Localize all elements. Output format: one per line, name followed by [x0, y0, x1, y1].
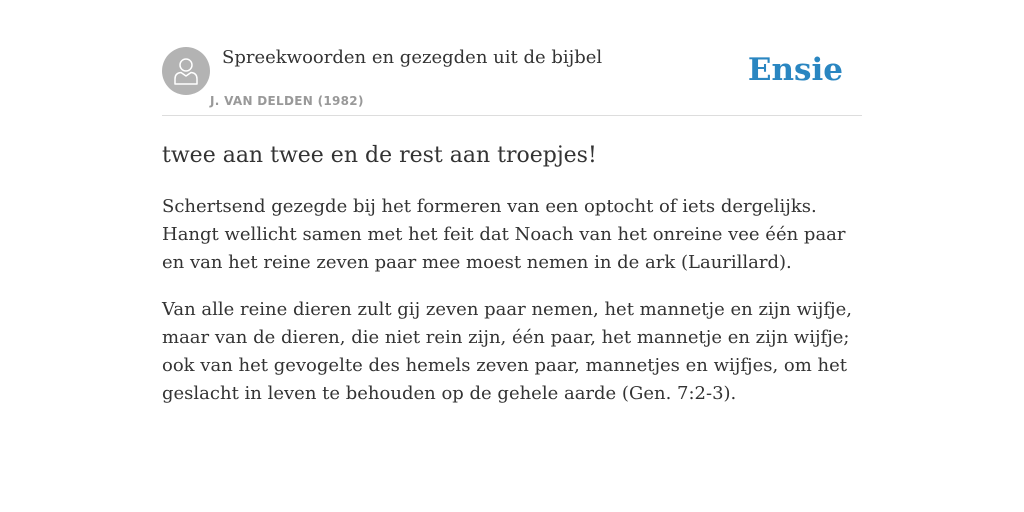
- author-avatar[interactable]: [162, 47, 210, 95]
- entry-card: [162, 0, 862, 408]
- entry-quote-paragraph: Van alle reine dieren zult gij zeven paar nemen, het mannetje en zijn wijfje, maar van de dieren, die niet rein zijn, één paar, het mannetje en zijn wijfje; ook van het gevogelte des hemels zeven paar, mannetjes en wijfjes, om het geslacht in leven te behouden op de gehele aarde (Gen. 7:2-3).: [162, 299, 852, 404]
- user-icon: [172, 56, 200, 86]
- entry-header: [162, 0, 862, 116]
- entry-paragraph: Schertsend gezegde bij het formeren van een optocht of iets dergelijks. Hangt wellicht samen met het feit dat Noach van het onreine vee één paar en van het reine zeven paar mee moest nemen in de ark (Laurillard).: [162, 196, 846, 273]
- book-title-link[interactable]: Spreekwoorden en gezegden uit de bijbel: [222, 47, 603, 68]
- ensie-logo[interactable]: Ensie: [747, 52, 843, 88]
- entry-headword: twee aan twee en de rest aan troepjes!: [162, 143, 597, 168]
- author-link[interactable]: J. VAN DELDEN (1982): [210, 94, 364, 108]
